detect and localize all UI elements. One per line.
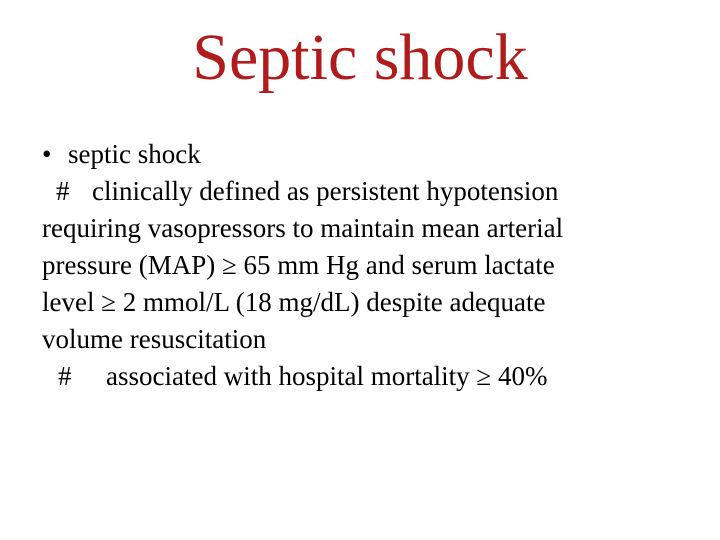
sub-item-definition-line-1 <box>42 173 702 210</box>
sub-item-mortality <box>42 358 702 395</box>
sub-item-text: associated with hospital mortality ≥ 40% <box>106 361 548 391</box>
hash-marker: # <box>56 176 70 206</box>
sub-item-definition-line-5: volume resuscitation <box>42 324 267 354</box>
sub-item-definition-line-2: requiring vasopressors to maintain mean arterial <box>42 213 564 243</box>
sub-item-definition-line-3: pressure (MAP) ≥ 65 mm Hg and serum lactate <box>42 250 555 280</box>
bullet-text: septic shock <box>68 139 201 169</box>
bullet-marker: • <box>42 139 52 169</box>
sub-item-definition-line-4: level ≥ 2 mmol/L (18 mg/dL) despite adequate <box>42 287 546 317</box>
hash-marker: # <box>58 361 72 391</box>
sub-item-text: clinically defined as persistent hypotension <box>92 176 559 206</box>
slide-title: Septic shock <box>192 21 528 94</box>
bullet-item <box>42 136 702 173</box>
slide-body <box>42 136 702 395</box>
